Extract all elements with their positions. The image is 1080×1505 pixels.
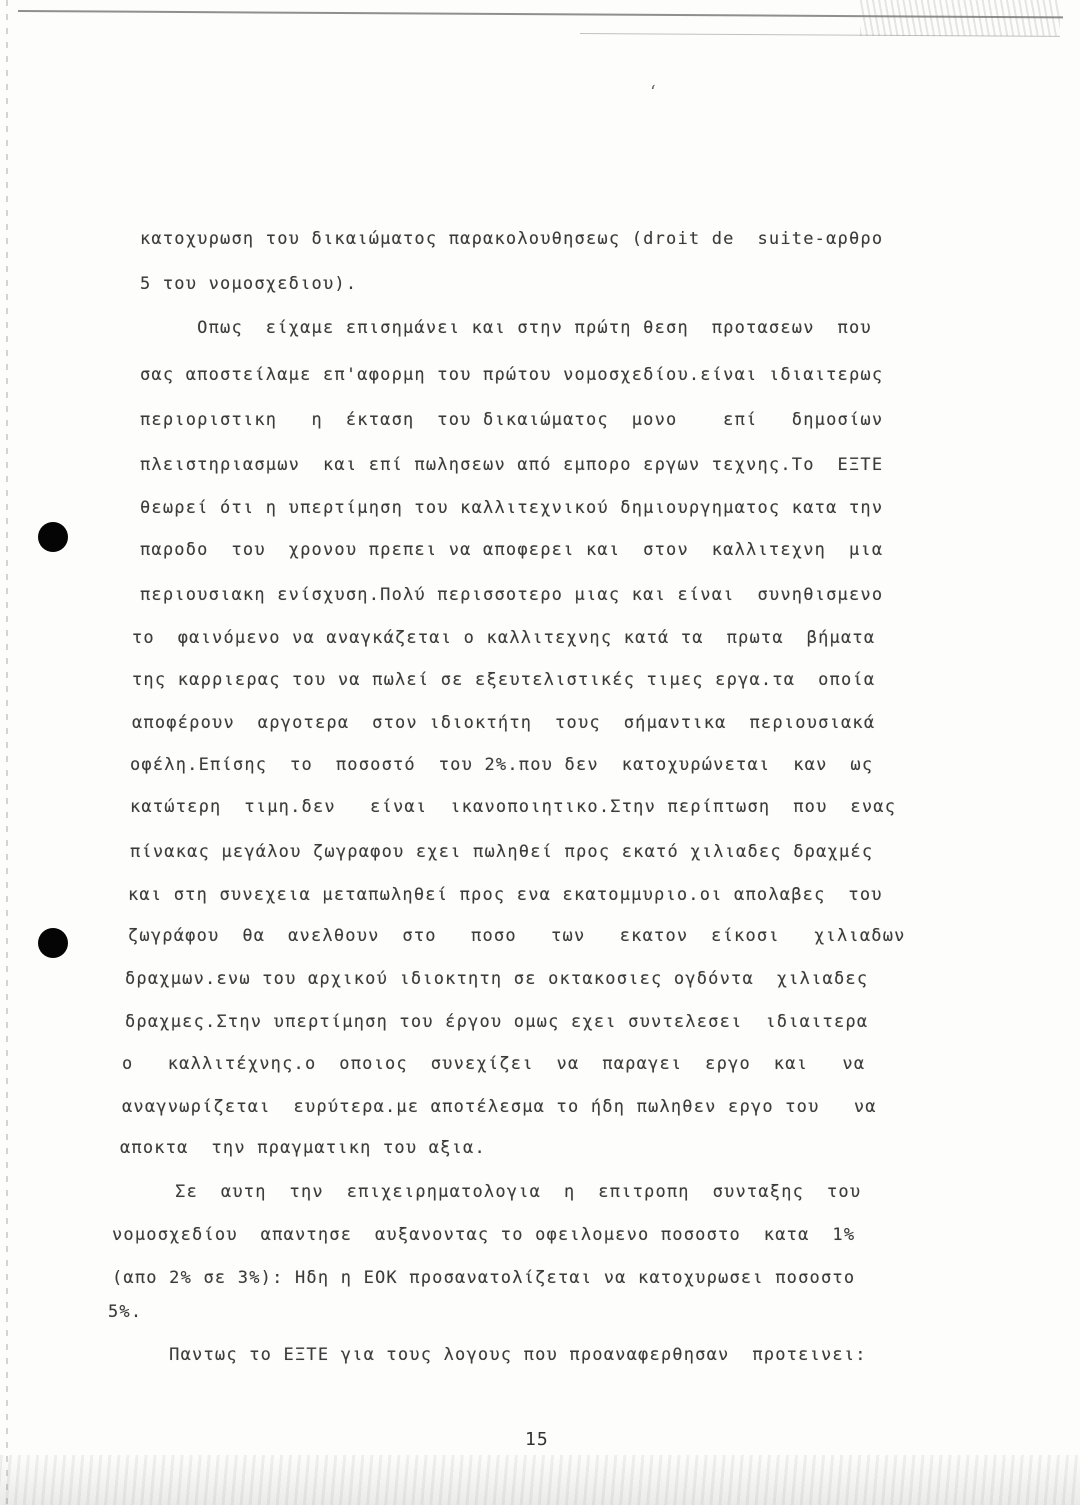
text-line: Οπως είχαμε επισημάνει και στην πρώτη θεση προτασεων που (140, 318, 872, 338)
text-line: περιουσιακη ενίσχυση.Πολύ περισσοτερο μιας και είναι συνηθισμενο (140, 585, 884, 605)
text-line: ζωγράφου θα ανελθουν στο ποσο των εκατον είκοσι χιλιαδων (128, 926, 906, 946)
text-line: σας αποστείλαμε επ'αφορμη του πρώτου νομοσχεδίου.είναι ιδιαιτερως (140, 365, 884, 385)
text-line: αποφέρουν αργοτερα στον ιδιοκτήτη τους σήμαντικα περιουσιακά (132, 713, 876, 733)
text-line: κατοχυρωση του δικαιώματος παρακολουθησεως (droit de suite-αρθρο (140, 229, 884, 249)
text-line: αναγνωρίζεται ευρύτερα.με αποτέλεσμα το ήδη πωληθεν εργο του να (122, 1097, 877, 1117)
bottom-scan-noise (0, 1455, 1080, 1505)
text-line: αποκτα την πραγματικη του αξια. (120, 1138, 486, 1158)
text-line: Παντως το ΕΞΤΕ για τους λογους που προαναφερθησαν προτεινει: (112, 1345, 867, 1365)
top-scan-noise (860, 0, 1060, 36)
left-scan-edge (6, 0, 8, 1505)
text-line: το φαινόμενο να αναγκάζεται ο καλλιτεχνης κατά τα πρωτα βήματα (132, 628, 876, 648)
text-line: δραχμων.ενω του αρχικού ιδιοκτητη σε οκτακοσιες ογδόντα χιλιαδες (125, 969, 869, 989)
punch-hole (38, 522, 68, 552)
page-number: 15 (525, 1429, 549, 1450)
text-line: της καρριερας του να πωλεί σε εξευτελιστικές τιμες εργα.τα οποία (132, 670, 876, 690)
text-line: κατώτερη τιμη.δεν είναι ικανοποιητικο.Στην περίπτωση που ενας (130, 797, 897, 817)
text-line: Σε αυτη την επιχειρηματολογια η επιτροπη συνταξης του (118, 1182, 862, 1202)
text-line: παροδο του χρονου πρεπει να αποφερει και στον καλλιτεχνη μια (140, 540, 884, 560)
text-line: πλειστηριασμων και επί πωλησεων από εμπορο εργων τεχνης.Το ΕΞΤΕ (140, 455, 884, 475)
text-line: οφέλη.Επίσης το ποσοστό του 2%.που δεν κατοχυρώνεται καν ως (130, 755, 874, 775)
text-line: θεωρεί ότι η υπερτίμηση του καλλιτεχνικού δημιουργηματος κατα την (140, 498, 884, 518)
scan-mark: ʻ (650, 82, 656, 103)
text-line: περιοριστικη η έκταση του δικαιώματος μονο επί δημοσίων (140, 410, 884, 430)
punch-hole (38, 928, 68, 958)
text-line: (απο 2% σε 3%): Ηδη η ΕΟΚ προσανατολίζεται να κατοχυρωσει ποσοστο (112, 1268, 856, 1288)
text-line: νομοσχεδίου απαντησε αυξανοντας το οφειλομενο ποσοστο κατα 1% (112, 1225, 856, 1245)
text-line: 5%. (108, 1302, 143, 1322)
text-line: 5 του νομοσχεδιου). (140, 274, 358, 294)
text-line: και στη συνεχεια μεταπωληθεί προς ενα εκατομμυριο.οι απολαβες του (128, 885, 883, 905)
text-line: πίνακας μεγάλου ζωγραφου εχει πωληθεί προς εκατό χιλιαδες δραχμές (130, 842, 874, 862)
text-line: δραχμες.Στην υπερτίμηση του έργου ομως εχει συντελεσει ιδιαιτερα (125, 1012, 869, 1032)
text-line: ο καλλιτέχνης.ο οποιος συνεχίζει να παραγει εργο και να (122, 1054, 866, 1074)
